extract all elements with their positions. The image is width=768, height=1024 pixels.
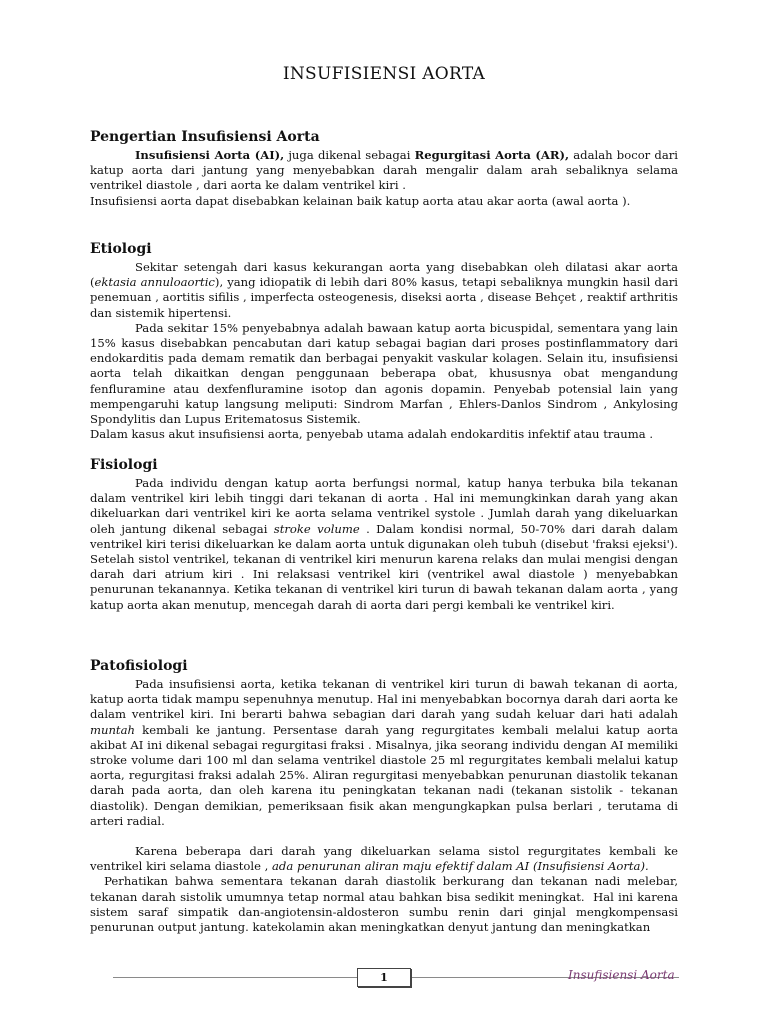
text-run: Pada individu dengan katup aorta berfungsi normal, katup hanya terbuka bila tekanan dalam ventrikel kiri lebih tinggi dari tekanan di aorta . Hal ini memungkinkan darah yang akan dikeluarkan dari ventrikel kiri ke aorta selama ventrikel systole . Jumlah darah yang dikeluarkan oleh jantung dikenal sebagai: [90, 476, 678, 536]
page-number: 1: [357, 968, 411, 987]
text-run: juga dikenal sebagai: [284, 148, 415, 162]
text-run: Karena beberapa dari darah yang dikeluarkan selama sistol regurgitates kembali ke ventrikel kiri selama diastole ,: [90, 844, 678, 874]
section-body-fisiologi: [90, 476, 678, 613]
text-run: Pada insufisiensi aorta, ketika tekanan di ventrikel kiri turun di bawah tekanan di aorta, katup aorta tidak mampu sepenuhnya menutup. Hal ini menyebabkan bocornya darah dari aorta ke dalam ventrikel kiri. Ini berarti bahwa sebagian dari darah yang sudah keluar dari hati adalah: [90, 677, 678, 722]
paragraph: [90, 148, 678, 194]
section-heading-patofisiologi: Patofisiologi: [90, 658, 188, 674]
paragraph-gap: [90, 829, 678, 844]
italic-term: ektasia annuloaortic: [94, 275, 215, 290]
text-run: adalah bocor dari katup aorta dari jantung yang menyebabkan darah mengalir dalam arah sebaliknya selama ventrikel diastole , dari aorta ke dalam ventrikel kiri .: [90, 148, 678, 193]
term-ar: Regurgitasi Aorta (AR),: [414, 148, 570, 162]
text-run: . Dalam kondisi normal, 50-70% dari darah dalam ventrikel kiri terisi dikeluarkan ke dalam aorta untuk digunakan oleh tubuh (disebut 'fraksi ejeksi'). Setelah sistol ventrikel, tekanan di ventrikel kiri menurun karena relaks dan mulai mengisi dengan darah dari atrium kiri . Ini relaksasi ventrikel kiri (ventrikel awal diastole ) menyebabkan penurunan tekanannya. Ketika tekanan di ventrikel kiri turun di bawah tekanan dalam aorta , yang katup aorta akan menutup, mencegah darah di aorta dari pergi kembali ke ventrikel kiri.: [90, 521, 678, 612]
section-heading-fisiologi: Fisiologi: [90, 457, 158, 473]
section-body-pengertian: [90, 148, 678, 209]
text-run: kembali ke jantung. Persentase darah yang regurgitates kembali melalui katup aorta akibat AI ini dikenal sebagai regurgitasi fraksi . Misalnya, jika seorang individu dengan AI memiliki stroke volume dari 100 ml dan selama ventrikel diastole 25 ml regurgitates kembali melalui katup aorta, regurgitasi fraksi adalah 25%. Aliran regurgitasi menyebabkan penurunan diastolik tekanan darah pada aorta, dan oleh karena itu peningkatan tekanan nadi (tekanan sistolik - tekanan diastolik). Dengan demikian, pemeriksaan fisik akan mengungkapkan pulsa berlari , terutama di arteri radial.: [90, 722, 678, 828]
paragraph: Pada sekitar 15% penyebabnya adalah bawaan katup aorta bicuspidal, sementara yang lain 15% kasus disebabkan pencabutan dari katup sebagai bagian dari proses postinflammatory dari endokarditis pada demam rematik dan berbagai penyakit vaskular kolagen. Selain itu, insufisiensi aorta telah dikaitkan dengan penggunaan beberapa obat, khususnya obat mengandung fenfluramine atau dexfenfluramine isotop dan agonis dopamin. Penyebab potensial lain yang mempengaruhi katup langsung meliputi: Sindrom Marfan , Ehlers-Danlos Sindrom , Ankylosing Spondylitis dan Lupus Eritematosus Sistemik.: [90, 320, 678, 427]
section-body-patofisiologi: [90, 677, 682, 935]
term-ai: Insufisiensi Aorta (AI),: [135, 148, 285, 162]
running-title: Insufisiensi Aorta: [568, 968, 675, 982]
text-run: ), yang idiopatik di lebih dari 80% kasus, tetapi sebaliknya mungkin hasil dari penemuan , aortitis sifilis , imperfecta osteogenesis, diseksi aorta , disease Behçet , reaktif arthritis dan sistemik hipertensi.: [90, 275, 678, 320]
paragraph: Insufisiensi aorta dapat disebabkan kelainan baik katup aorta atau akar aorta (awal aorta ).: [90, 193, 631, 208]
footer-rule-left: [113, 977, 357, 978]
italic-term: stroke volume: [273, 521, 360, 536]
paragraph: Perhatikan bahwa sementara tekanan darah diastolik berkurang dan tekanan nadi melebar, tekanan darah sistolik umumnya tetap normal atau bahkan bisa sedikit meningkat. Hal ini karena sistem saraf simpatik dan-angiotensin-aldosteron sumbu renin dari ginjal mengkompensasi penurunan output jantung. katekolamin akan meningkatkan denyut jantung dan meningkatkan: [90, 874, 682, 935]
paragraph: [90, 677, 678, 829]
section-heading-pengertian: Pengertian Insufisiensi Aorta: [90, 129, 320, 145]
section-body-etiologi: [90, 260, 678, 442]
paragraph: [90, 844, 678, 874]
italic-sentence: ada penurunan aliran maju efektif dalam AI (Insufisiensi Aorta).: [272, 859, 649, 874]
paragraph: Dalam kasus akut insufisiensi aorta, penyebab utama adalah endokarditis infektif atau trauma .: [90, 427, 654, 442]
section-heading-etiologi: Etiologi: [90, 241, 152, 257]
document-title: INSUFISIENSI AORTA: [282, 64, 486, 84]
italic-term: muntah: [90, 722, 135, 737]
paragraph: [90, 260, 678, 321]
text-run: Sekitar setengah dari kasus kekurangan aorta yang disebabkan oleh dilatasi akar aorta (: [90, 260, 678, 290]
paragraph: [90, 476, 678, 613]
